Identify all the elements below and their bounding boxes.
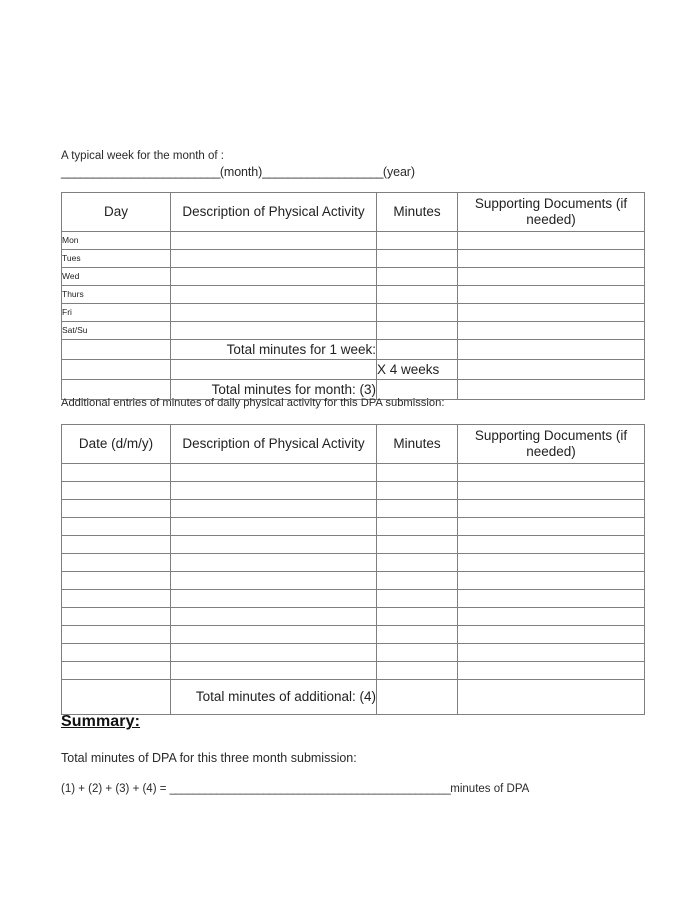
minutes-cell[interactable] bbox=[377, 286, 458, 304]
description-cell[interactable] bbox=[171, 500, 377, 518]
minutes-cell[interactable] bbox=[377, 464, 458, 482]
spacer-cell bbox=[171, 360, 377, 380]
description-cell[interactable] bbox=[171, 464, 377, 482]
week-activity-table bbox=[61, 192, 645, 400]
summary-heading: Summary: bbox=[61, 713, 141, 730]
total-additional-value[interactable] bbox=[377, 680, 458, 715]
table-row bbox=[62, 590, 645, 608]
description-cell[interactable] bbox=[171, 518, 377, 536]
header-minutes: Minutes bbox=[377, 425, 458, 464]
table-row bbox=[62, 464, 645, 482]
supporting-cell[interactable] bbox=[458, 464, 645, 482]
supporting-cell[interactable] bbox=[458, 268, 645, 286]
date-cell[interactable] bbox=[62, 500, 171, 518]
supporting-cell[interactable] bbox=[458, 322, 645, 340]
year-label: (year) bbox=[382, 165, 415, 179]
total-week-supporting[interactable] bbox=[458, 340, 645, 360]
table-row bbox=[62, 268, 645, 286]
description-cell[interactable] bbox=[171, 232, 377, 250]
date-cell[interactable] bbox=[62, 662, 171, 680]
description-cell[interactable] bbox=[171, 268, 377, 286]
spacer-cell bbox=[62, 360, 171, 380]
table-row bbox=[62, 626, 645, 644]
multiplier-label: X 4 weeks bbox=[377, 360, 458, 380]
intro-block bbox=[61, 148, 644, 181]
table-row bbox=[62, 536, 645, 554]
table-row bbox=[62, 286, 645, 304]
minutes-cell[interactable] bbox=[377, 554, 458, 572]
table-row bbox=[62, 250, 645, 268]
table-row bbox=[62, 232, 645, 250]
supporting-cell[interactable] bbox=[458, 554, 645, 572]
table-row bbox=[62, 662, 645, 680]
minutes-cell[interactable] bbox=[377, 268, 458, 286]
date-cell[interactable] bbox=[62, 608, 171, 626]
table-row bbox=[62, 518, 645, 536]
header-supporting: Supporting Documents (if needed) bbox=[458, 193, 645, 232]
minutes-cell[interactable] bbox=[377, 232, 458, 250]
description-cell[interactable] bbox=[171, 608, 377, 626]
supporting-cell[interactable] bbox=[458, 250, 645, 268]
description-cell[interactable] bbox=[171, 626, 377, 644]
equation-blank[interactable]: ________________________________________________ bbox=[169, 783, 451, 795]
header-day: Day bbox=[62, 193, 171, 232]
minutes-cell[interactable] bbox=[377, 536, 458, 554]
header-description: Description of Physical Activity bbox=[171, 193, 377, 232]
day-label-satsu: Sat/Su bbox=[62, 322, 171, 340]
day-label-wed: Wed bbox=[62, 268, 171, 286]
date-cell[interactable] bbox=[62, 536, 171, 554]
equation-suffix: minutes of DPA bbox=[450, 783, 530, 795]
description-cell[interactable] bbox=[171, 662, 377, 680]
table-row bbox=[62, 608, 645, 626]
month-label: (month) bbox=[219, 165, 263, 179]
description-cell[interactable] bbox=[171, 482, 377, 500]
day-label-tues: Tues bbox=[62, 250, 171, 268]
supporting-cell[interactable] bbox=[458, 590, 645, 608]
description-cell[interactable] bbox=[171, 322, 377, 340]
total-additional-supporting[interactable] bbox=[458, 680, 645, 715]
table-row bbox=[62, 304, 645, 322]
description-cell[interactable] bbox=[171, 250, 377, 268]
summary-description: Total minutes of DPA for this three month submission: bbox=[61, 751, 357, 765]
header-supporting: Supporting Documents (if needed) bbox=[458, 425, 645, 464]
supporting-cell[interactable] bbox=[458, 572, 645, 590]
date-cell[interactable] bbox=[62, 464, 171, 482]
supporting-cell[interactable] bbox=[458, 626, 645, 644]
supporting-cell[interactable] bbox=[458, 536, 645, 554]
day-label-mon: Mon bbox=[62, 232, 171, 250]
total-additional-label: Total minutes of additional: (4) bbox=[171, 680, 377, 715]
minutes-cell[interactable] bbox=[377, 590, 458, 608]
supporting-cell[interactable] bbox=[458, 662, 645, 680]
date-cell[interactable] bbox=[62, 590, 171, 608]
date-cell[interactable] bbox=[62, 572, 171, 590]
date-cell[interactable] bbox=[62, 518, 171, 536]
additional-entries-note: Additional entries of minutes of daily physical activity for this DPA submission: bbox=[61, 397, 445, 409]
minutes-cell[interactable] bbox=[377, 482, 458, 500]
description-cell[interactable] bbox=[171, 554, 377, 572]
description-cell[interactable] bbox=[171, 590, 377, 608]
supporting-cell[interactable] bbox=[458, 644, 645, 662]
supporting-cell[interactable] bbox=[458, 482, 645, 500]
minutes-cell[interactable] bbox=[377, 644, 458, 662]
date-cell[interactable] bbox=[62, 482, 171, 500]
total-week-row bbox=[62, 340, 645, 360]
total-month-label: Total minutes for month: (3) bbox=[171, 380, 377, 400]
table-row bbox=[62, 644, 645, 662]
intro-heading: A typical week for the month of : bbox=[61, 150, 224, 162]
spacer-cell bbox=[62, 680, 171, 715]
table-header-row bbox=[62, 193, 645, 232]
minutes-cell[interactable] bbox=[377, 500, 458, 518]
description-cell[interactable] bbox=[171, 644, 377, 662]
total-additional-row bbox=[62, 680, 645, 715]
minutes-cell[interactable] bbox=[377, 608, 458, 626]
equation-prefix: (1) + (2) + (3) + (4) = bbox=[61, 783, 170, 795]
header-date: Date (d/m/y) bbox=[62, 425, 171, 464]
date-cell[interactable] bbox=[62, 554, 171, 572]
day-label-thurs: Thurs bbox=[62, 286, 171, 304]
description-cell[interactable] bbox=[171, 572, 377, 590]
minutes-cell[interactable] bbox=[377, 626, 458, 644]
minutes-cell[interactable] bbox=[377, 322, 458, 340]
date-cell[interactable] bbox=[62, 626, 171, 644]
table-row bbox=[62, 482, 645, 500]
additional-activity-table bbox=[61, 424, 645, 715]
minutes-cell[interactable] bbox=[377, 572, 458, 590]
total-week-value[interactable] bbox=[377, 340, 458, 360]
table-header-row bbox=[62, 425, 645, 464]
date-cell[interactable] bbox=[62, 644, 171, 662]
multiplier-supporting[interactable] bbox=[458, 360, 645, 380]
supporting-cell[interactable] bbox=[458, 304, 645, 322]
year-blank[interactable]: ___________________ bbox=[262, 165, 383, 179]
minutes-cell[interactable] bbox=[377, 662, 458, 680]
minutes-cell[interactable] bbox=[377, 304, 458, 322]
supporting-cell[interactable] bbox=[458, 232, 645, 250]
header-minutes: Minutes bbox=[377, 193, 458, 232]
table-row bbox=[62, 500, 645, 518]
summary-equation bbox=[61, 781, 529, 797]
minutes-cell[interactable] bbox=[377, 518, 458, 536]
supporting-cell[interactable] bbox=[458, 500, 645, 518]
table-row bbox=[62, 554, 645, 572]
description-cell[interactable] bbox=[171, 304, 377, 322]
table-row bbox=[62, 322, 645, 340]
description-cell[interactable] bbox=[171, 286, 377, 304]
multiplier-row bbox=[62, 360, 645, 380]
total-month-supporting[interactable] bbox=[458, 380, 645, 400]
table-row bbox=[62, 572, 645, 590]
minutes-cell[interactable] bbox=[377, 250, 458, 268]
intro-fill-line bbox=[61, 164, 644, 181]
day-label-fri: Fri bbox=[62, 304, 171, 322]
additional-rows-body bbox=[62, 464, 645, 680]
supporting-cell[interactable] bbox=[458, 286, 645, 304]
supporting-cell[interactable] bbox=[458, 608, 645, 626]
supporting-cell[interactable] bbox=[458, 518, 645, 536]
header-description: Description of Physical Activity bbox=[171, 425, 377, 464]
total-week-label: Total minutes for 1 week: bbox=[171, 340, 377, 360]
month-blank[interactable]: _________________________ bbox=[61, 165, 220, 179]
spacer-cell bbox=[62, 340, 171, 360]
description-cell[interactable] bbox=[171, 536, 377, 554]
